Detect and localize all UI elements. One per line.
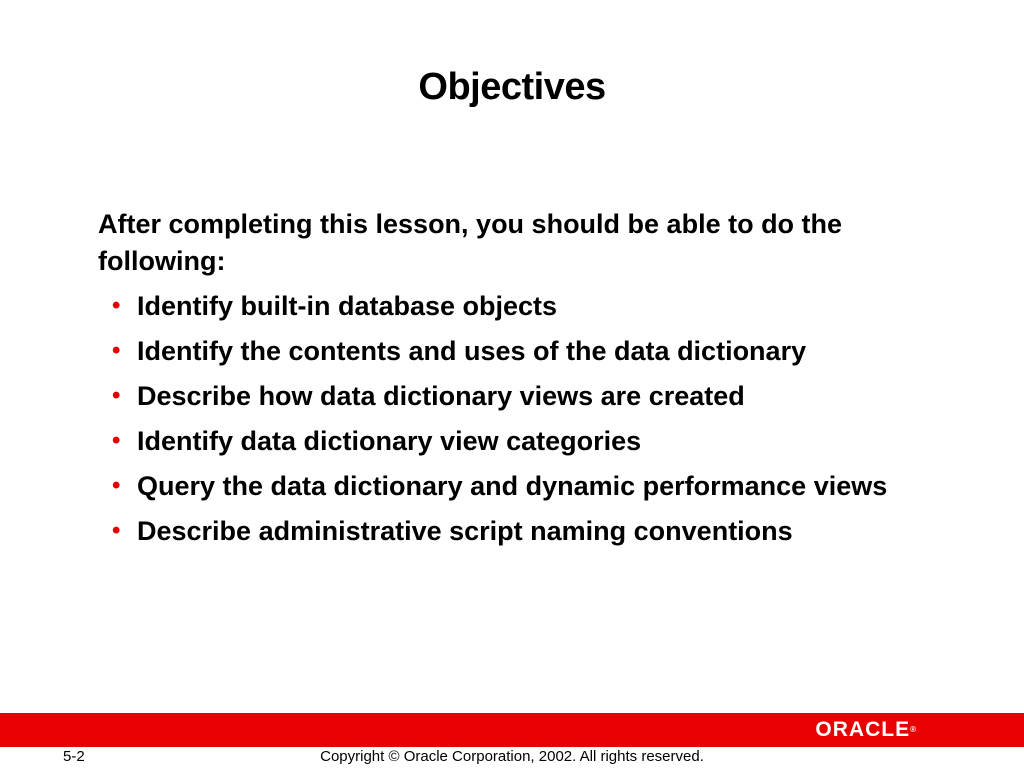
list-item-text: Identify data dictionary view categories [137,426,642,456]
bullet-icon: • [112,292,121,319]
registered-mark: ® [910,725,916,734]
copyright-notice: Copyright © Oracle Corporation, 2002. All rights reserved. [320,748,704,765]
list-item-text: Query the data dictionary and dynamic performance views [137,471,888,501]
list-item [98,468,928,504]
list-item [98,513,928,549]
oracle-logo [815,717,916,743]
page-number: 5-2 [63,748,85,765]
list-item-text: Describe administrative script naming conventions [137,516,793,546]
bullet-icon: • [112,472,121,499]
list-item [98,423,928,459]
footer-bar [0,713,1024,747]
slide-title: Objectives [418,66,606,108]
list-item-text: Describe how data dictionary views are created [137,381,745,411]
bullet-icon: • [112,427,121,454]
list-item [98,333,928,369]
slide-content [98,206,928,558]
list-item [98,378,928,414]
list-item-text: Identify built-in database objects [137,291,558,321]
list-item-text: Identify the contents and uses of the data dictionary [137,336,807,366]
bullet-icon: • [112,337,121,364]
oracle-logo-text: ORACLE [815,718,911,741]
bullet-icon: • [112,517,121,544]
list-item [98,288,928,324]
intro-text: After completing this lesson, you should be able to do the following: [98,209,843,276]
objectives-list [98,288,928,549]
bullet-icon: • [112,382,121,409]
